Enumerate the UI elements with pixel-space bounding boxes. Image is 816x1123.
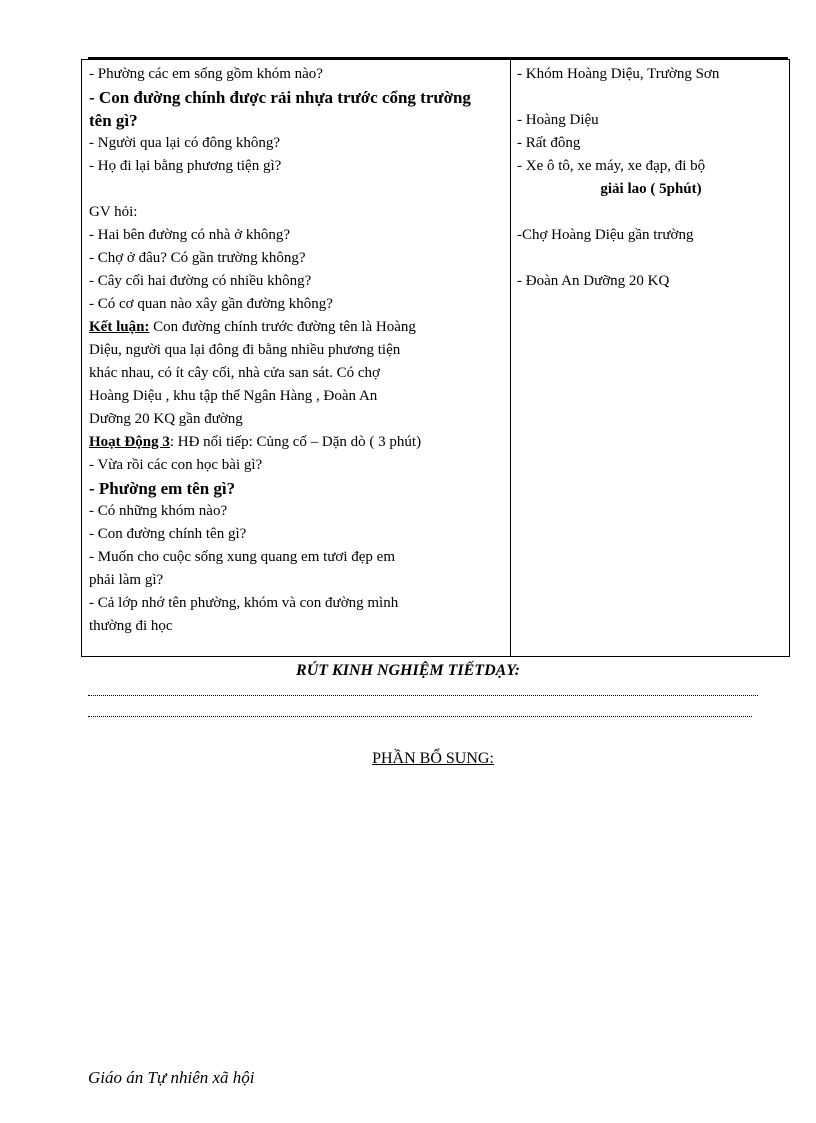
blank-line — [517, 201, 785, 224]
text-line: GV hỏi: — [89, 204, 138, 220]
text-line: - Có những khóm nào? — [89, 503, 228, 519]
review-dotted-line-2 — [88, 716, 752, 717]
text-line: - Rất đông — [517, 135, 581, 151]
text-line: thường đi học — [89, 618, 173, 634]
text-line: giải lao ( 5phút) — [600, 181, 702, 197]
section-label: Hoạt Động 3 — [89, 434, 170, 450]
student-answer-column — [511, 60, 789, 656]
text-line: - Họ đi lại bằng phương tiện gì? — [89, 158, 282, 174]
blank-line — [517, 247, 785, 270]
text-line: Hoàng Diệu , khu tập thể Ngân Hàng , Đoàn An — [89, 388, 378, 404]
text-line: - Con đường chính tên gì? — [89, 526, 247, 542]
review-dotted-line-1 — [88, 695, 758, 696]
text-line: - Đoàn An Dưỡng 20 KQ — [517, 273, 670, 289]
text-line: - Phường các em sống gồm khóm nào? — [89, 66, 323, 82]
text-line: - Hoàng Diệu — [517, 112, 599, 128]
text-line: Diệu, người qua lại đông đi bằng nhiều phương tiện — [89, 342, 401, 358]
text-line: - Chợ ở đâu? Có gần trường không? — [89, 250, 306, 266]
blank-line — [89, 178, 504, 201]
text-line: - Vừa rồi các con học bài gì? — [89, 457, 263, 473]
text-line: tên gì? — [89, 111, 138, 130]
text-line: - Có cơ quan nào xây gần đường không? — [89, 296, 333, 312]
text-line: - Cả lớp nhớ tên phường, khóm và con đường mình — [89, 595, 399, 611]
text-line: - Người qua lại có đông không? — [89, 135, 281, 151]
text-line: - Hai bên đường có nhà ở không? — [89, 227, 291, 243]
text-line: - Con đường chính được rải nhựa trước cổng trường — [89, 88, 471, 107]
text-line: phải làm gì? — [89, 572, 164, 588]
text-line: - Xe ô tô, xe máy, xe đạp, đi bộ — [517, 158, 706, 174]
blank-line — [517, 86, 785, 109]
review-heading: RÚT KINH NGHIỆM TIẾTDẠY: — [296, 662, 520, 679]
line-text: Con đường chính trước đường tên là Hoàng — [149, 319, 416, 335]
lesson-table — [81, 59, 790, 657]
footer-title: Giáo án Tự nhiên xã hội — [88, 1068, 255, 1087]
line-text: : HĐ nối tiếp: Củng cố – Dặn dò ( 3 phút) — [169, 434, 422, 450]
section-label: Kết luận: — [89, 319, 150, 335]
teacher-activity-column — [82, 60, 511, 656]
text-line: - Cây cối hai đường có nhiều không? — [89, 273, 312, 289]
text-line: khác nhau, có ít cây cối, nhà cửa san sát. Có chợ — [89, 365, 380, 381]
labeled-line — [89, 316, 504, 339]
text-line: -Chợ Hoàng Diệu gần trường — [517, 227, 694, 243]
text-line: Dưỡng 20 KQ gần đường — [89, 411, 243, 427]
text-line: - Phường em tên gì? — [89, 479, 236, 498]
supplement-heading: PHẦN BỔ SUNG: — [372, 750, 494, 767]
text-line: - Muốn cho cuộc sống xung quang em tươi đẹp em — [89, 549, 396, 565]
labeled-line — [89, 431, 504, 454]
text-line: - Khóm Hoàng Diệu, Trường Sơn — [517, 66, 720, 82]
